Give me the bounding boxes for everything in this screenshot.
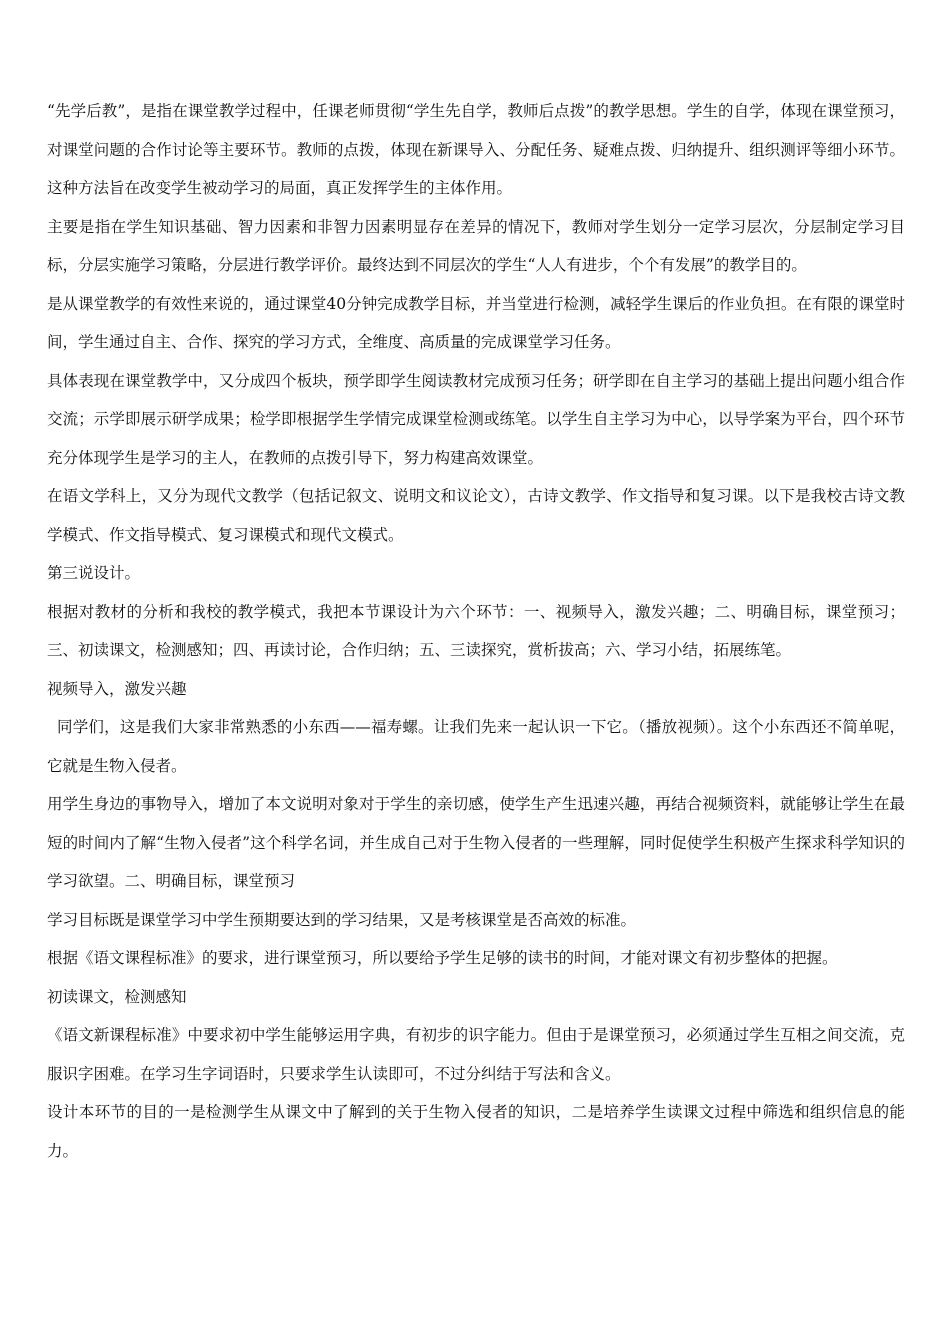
paragraph-daoru-yitu: 用学生身边的事物导入，增加了本文说明对象对于学生的亲切感，使学生产生迅速兴趣，再结合视频资料，就能够让学生在最短的时间内了解“生物入侵者”这个科学名词，并生成自己对于生物入侵者的一些理解，同时促使学生积极产生探求科学知识的学习欲望。二、明确目标，课堂预习: [47, 795, 905, 890]
step-heading-chudu-kewen: 初读课文，检测感知: [47, 987, 187, 1006]
paragraph-shizi-nengli: 《语文新课程标准》中要求初中学生能够运用字典，有初步的识字能力。但由于是课堂预习，必须通过学生互相之间交流，克服识字困难。在学习生字词语时，只要求学生认读即可，不过分纠结于写法和含义。: [47, 1026, 905, 1083]
paragraph-yuwen-xueke: 在语文学科上，又分为现代文教学（包括记叙文、说明文和议论文），古诗文教学、作文指导和复习课。以下是我校古诗文教学模式、作文指导模式、复习课模式和现代文模式。: [47, 487, 905, 544]
step-heading-shipin-daoru: 视频导入，激发兴趣: [47, 679, 187, 698]
document-page: [47, 92, 905, 1170]
paragraph-ketang-youxiaoxing: 是从课堂教学的有效性来说的，通过课堂40分钟完成教学目标，并当堂进行检测，减轻学生课后的作业负担。在有限的课堂时间，学生通过自主、合作、探究的学习方式，全维度、高质量的完成课堂学习任务。: [47, 294, 905, 351]
paragraph-xianxue-houjiao: “先学后教”，是指在课堂教学过程中，任课老师贯彻“学生先自学，教师后点拨”的教学思想。学生的自学，体现在课堂预习，对课堂问题的合作讨论等主要环节。教师的点拨，体现在新课导入、分配任务、疑难点拨、归纳提升、组织测评等细小环节。这种方法旨在改变学生被动学习的局面，真正发挥学生的主体作用。: [47, 102, 905, 197]
paragraph-huanjie-mudi: 设计本环节的目的一是检测学生从课文中了解到的关于生物入侵者的知识，二是培养学生读课文过程中筛选和组织信息的能力。: [47, 1103, 905, 1160]
paragraph-xuexi-mubiao: 学习目标既是课堂学习中学生预期要达到的学习结果，又是考核课堂是否高效的标准。: [47, 910, 637, 929]
section-heading-sheji: 第三说设计。: [47, 564, 141, 582]
paragraph-fushouluo: 同学们，这是我们大家非常熟悉的小东西——福寿螺。让我们先来一起认识一下它。（播放视频）。这个小东西还不简单呢，它就是生物入侵者。: [47, 718, 905, 775]
paragraph-sige-bankuai: 具体表现在课堂教学中，又分成四个板块，预学即学生阅读教材完成预习任务；研学即在自主学习的基础上提出问题小组合作交流；示学即展示研学成果；检学即根据学生学情完成课堂检测或练笔。以学生自主学习为中心，以导学案为平台，四个环节充分体现学生是学习的主人，在教师的点拨引导下，努力构建高效课堂。: [47, 371, 905, 467]
paragraph-fenceng-jiaoxue: 主要是指在学生知识基础、智力因素和非智力因素明显存在差异的情况下，教师对学生划分一定学习层次，分层制定学习目标，分层实施学习策略，分层进行教学评价。最终达到不同层次的学生“人人有进步，个个有发展”的教学目的。: [47, 217, 905, 274]
paragraph-kecheng-biaozhun: 根据《语文课程标准》的要求，进行课堂预习，所以要给予学生足够的读书的时间，才能对课文有初步整体的把握。: [47, 949, 838, 967]
paragraph-liuge-huanjie: 根据对教材的分析和我校的教学模式，我把本节课设计为六个环节：一、视频导入，激发兴趣；二、明确目标，课堂预习；三、初读课文，检测感知；四、再读讨论，合作归纳；五、三读探究，赏析拔高；六、学习小结，拓展练笔。: [47, 602, 905, 659]
